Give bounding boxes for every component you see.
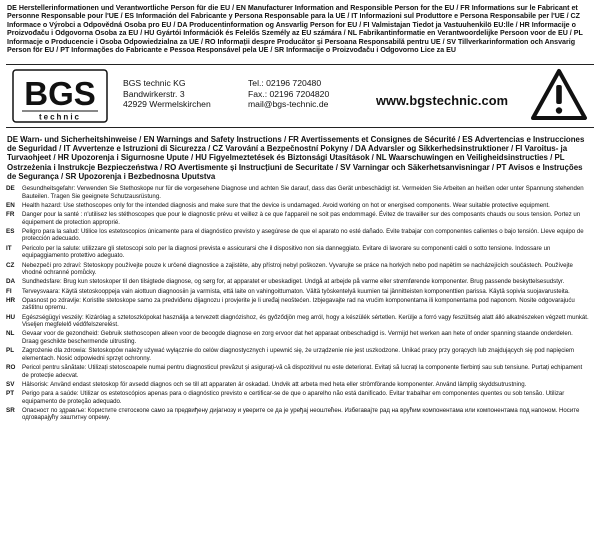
language-code: SV bbox=[6, 380, 15, 388]
safety-item-fr bbox=[6, 211, 594, 226]
language-code: DA bbox=[6, 278, 16, 286]
safety-item-sr bbox=[6, 407, 594, 422]
company-fax: Fax.: 02196 7204820 bbox=[248, 88, 330, 99]
safety-item-fi bbox=[6, 288, 594, 296]
language-code: RO bbox=[6, 364, 16, 372]
language-code: HU bbox=[6, 313, 16, 321]
company-name: BGS technic KG bbox=[123, 78, 186, 88]
language-code: PL bbox=[6, 347, 15, 355]
language-code: IT bbox=[6, 244, 12, 252]
safety-text: Egészségügyi veszély: Kizárólag a sztetoszkópokat használja a tervezett diagnózishoz, és győződjön meg arról, hogy a készülék sértetlen. Kerülje a forró vagy feszültség alatt álló alkatrészeken végzett munkát. Viseljen megfelelő védőfelszerelést. bbox=[22, 313, 589, 329]
safety-item-nl bbox=[6, 330, 594, 345]
language-code: SR bbox=[6, 406, 15, 414]
company-street: Bandwirkerstr. 3 bbox=[123, 88, 185, 99]
language-code: ES bbox=[6, 227, 15, 235]
safety-item-pl bbox=[6, 347, 594, 362]
bgs-logo bbox=[12, 68, 108, 124]
safety-item-cz bbox=[6, 262, 594, 277]
company-tel: Tel.: 02196 720480 bbox=[248, 78, 322, 88]
company-mail[interactable]: mail@bgs-technic.de bbox=[248, 99, 329, 109]
safety-instructions-heading: DE Warn- und Sicherheitshinweise / EN Warnings and Safety Instructions / FR Avertissements et Consignes de Sécurité / ES Advertencias e Instrucciones de Seguridad / IT Avvertenze e Istruzioni di Sicurezza / CZ Varování a Bezpečnostní Pokyny / DA Advarsler og Sikkerhedsinstruktioner / FI Varoitus- ja Turvaohjeet / HR Upozorenja i Sigurnosne Upute / HU Figyelmeztetések és Biztonsági Utasítások / NL Waarschuwingen en Veiligheidsinstructies / PL Ostrzeżenia i Instrukcje Bezpieczeństwa / RO Avertismente și Instrucțiuni de Securitate / SV Varningar och Säkerhetsanvisningar / PT Avisos e Instruções de Segurança / SR Upozorenja i Bezbednosna Uputstva bbox=[7, 135, 585, 181]
safety-text: Gevaar voor de gezondheid: Gebruik stethoscopen alleen voor de beoogde diagnose en zorg ervoor dat het apparaat onbeschadigd is. Vermijd het werken aan hete of onder spanning staande onderdelen. Draag geschikte beschermende uitrusting. bbox=[22, 330, 573, 345]
safety-item-ro bbox=[6, 364, 594, 379]
safety-item-de bbox=[6, 185, 594, 200]
language-code: FI bbox=[6, 287, 12, 295]
safety-text: Gesundheitsgefahr: Verwenden Sie Stethoskope nur für die vorgesehene Diagnose und achten Sie darauf, dass das Gerät unbeschädigt ist. Vermeiden Sie Arbeiten an heißen oder unter Spannung stehenden Bauteilen. Tragen Sie geeignete Schutzausrüstung. bbox=[22, 185, 584, 200]
safety-instructions-list bbox=[6, 185, 594, 422]
safety-text: Zagrożenie dla zdrowia: Stetoskopów należy używać wyłącznie do celów diagnostycznych i upewnić się, że urządzenie nie jest uszkodzone. Unikać pracy przy gorących lub znajdujących się pod napięciem elementach. Nosić odpowiedni sprzęt ochronny. bbox=[22, 347, 575, 362]
safety-text: Pericol pentru sănătate: Utilizați stetoscoapele numai pentru diagnosticul prevăzut și asigurați-vă că dispozitivul nu este deteriorat. Evitați să lucrați la componente fierbinți sau sub tensiune. Purtați echipament de protecție adecvat. bbox=[22, 364, 583, 379]
language-code: HR bbox=[6, 296, 16, 304]
safety-text: Pericolo per la salute: utilizzare gli stetoscopi solo per la diagnosi prevista e assicurarsi che il dispositivo non sia danneggiato. Evitare di lavorare su componenti caldi o sotto tensione. Indossare un equipaggiamento protettivo adeguato. bbox=[22, 244, 551, 260]
safety-text: Peligro para la salud: Utilice los estetoscopios únicamente para el diagnóstico previsto y asegúrese de que el aparato no esté dañado. Evite trabajar con componentes calientes o bajo tensión. Lleve equipo de protección adecuado. bbox=[22, 227, 584, 243]
safety-item-sv bbox=[6, 381, 594, 389]
safety-text: Terveysvaara: Käytä stetoskooppeja vain aiottuun diagnoosiin ja varmista, että laite on vahingoittumaton. Vältä työskentelyä kuumien tai jännitteisten komponenttien parissa. Käytä sopivia suojavarusteita. bbox=[22, 287, 570, 295]
safety-text: Perigo para a saúde: Utilizar os estetoscópios apenas para o diagnóstico previsto e certificar-se de que o aparelho não está danificado. Evitar trabalhar em componentes quentes ou sob tensão. Utilizar equipamento de proteção adequado. bbox=[22, 390, 565, 405]
language-code: NL bbox=[6, 330, 15, 338]
logo-wordmark: BGS bbox=[24, 75, 96, 112]
company-contact bbox=[248, 78, 329, 110]
safety-text: Nebezpečí pro zdraví: Stetoskopy používejte pouze k určené diagnostice a zajistěte, aby přístroj nebyl poškozen. Vyvarujte se práce na horkých nebo pod napětím se nacházejících součástech. Používejte vhodné ochranné pomůcky. bbox=[22, 261, 573, 276]
warning-triangle-icon bbox=[530, 67, 588, 123]
safety-text: Sundhedsfare: Brug kun stetoskoper til den tilsigtede diagnose, og sørg for, at apparatet er ubeskadiget. Undgå at arbejde på varme eller strømførende komponenter. Brug passende beskyttelsesudstyr. bbox=[22, 278, 565, 286]
company-website[interactable]: www.bgstechnic.com bbox=[376, 93, 509, 108]
safety-item-it bbox=[6, 245, 594, 260]
language-code: DE bbox=[6, 185, 15, 193]
safety-item-es bbox=[6, 228, 594, 243]
logo-subtext: technic bbox=[38, 112, 82, 122]
safety-text: Hälsorisk: Använd endast stetoskop för avsedd diagnos och se till att apparaten är oskadad. Undvik att arbeta med heta eller strömförande komponenter. Använd lämplig skyddsutrustning. bbox=[22, 380, 527, 388]
responsible-persons-heading: DE Herstellerinformationen und Verantwortliche Person für die EU / EN Manufacturer Information and Responsible Person for the EU / FR Informations sur le Fabricant et Personne Responsable pour l'UE / ES Información del Fabricante y Persona Responsable para la UE / IT Informazioni sul Produttore e Persona Responsabile per l'UE / CZ Informace o Výrobci a Odpovědná Osoba pro EU / DA Producentinformation og Ansvarlig Person for EU / FI Valmistajan Tiedot ja Vastuuhenkilö EU:lle / HR Informacije o Proizvođaču i Odgovorna Osoba za EU / HU Gyártói Információk és Felelős Személy az EU számára / NL Fabrikantinformatie en Verantwoordelijke Persoon voor de EU / PL Informacje o Producencie i Osoba Odpowiedzialna za UE / RO Informații despre Producător și Persoana Responsabilă pentru UE / SV Tillverkarinformation och Ansvarig Person för EU / PT Informações do Fabricante e Pessoa Responsável pela UE / SR Informacije o Proizvođaču i Odgovorno Lice za EU bbox=[7, 4, 583, 55]
language-code: FR bbox=[6, 211, 15, 219]
language-code: CZ bbox=[6, 261, 15, 269]
safety-text: Danger pour la santé : n'utilisez les stéthoscopes que pour le diagnostic prévu et veillez à ce que l'appareil ne soit pas endommagé. Évitez de travailler sur des composants chauds ou sous tension. Portez un équipement de protection approprié. bbox=[22, 211, 581, 226]
company-address bbox=[123, 78, 211, 110]
language-code: EN bbox=[6, 201, 15, 209]
safety-text: Опасност по здравље: Користите стетоскопе само за предвиђену дијагнозу и уверите се да је уређај неоштећен. Избегавајте рад на врућим компонентама или компонентама под напоном. Носите одговарајућу заштитну опрему. bbox=[22, 406, 580, 422]
safety-item-hr bbox=[6, 297, 594, 312]
safety-item-pt bbox=[6, 390, 594, 405]
safety-item-hu bbox=[6, 314, 594, 329]
safety-text: Health hazard: Use stethoscopes only for the intended diagnosis and make sure that the device is undamaged. Avoid working on hot or energised components. Wear suitable protective equipment. bbox=[22, 201, 550, 209]
safety-text: Opasnost po zdravlje: Koristite stetoskope samo za predviđenu dijagnozu i provjerite je li uređaj neoštećen. Izbjegavajte rad na vrućim komponentama ili komponentama pod naponom. Nosite odgovarajuću zaštitnu opremu. bbox=[22, 296, 575, 312]
safety-item-en bbox=[6, 202, 594, 210]
safety-item-da bbox=[6, 278, 594, 286]
language-code: PT bbox=[6, 390, 15, 398]
company-city: 42929 Wermelskirchen bbox=[123, 99, 211, 109]
company-info-row bbox=[6, 64, 594, 128]
